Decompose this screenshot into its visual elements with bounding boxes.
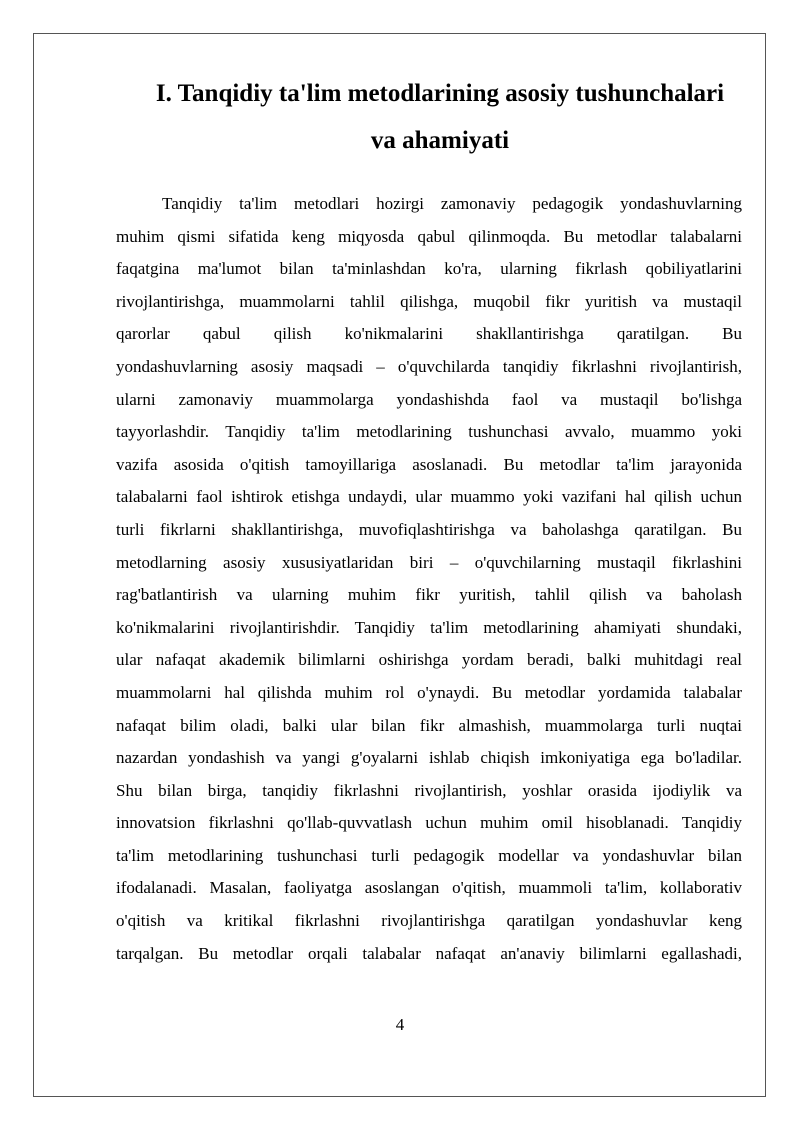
body-line: tayyorlashdir. Tanqidiy ta'lim metodlarining tushunchasi avvalo, muammo yoki [116,422,742,442]
body-line: ular nafaqat akademik bilimlarni oshirishga yordam beradi, balki muhitdagi real [116,650,742,670]
body-line: vazifa asosida o'qitish tamoyillariga asoslanadi. Bu metodlar ta'lim jarayonida [116,454,742,474]
body-line: ifodalanadi. Masalan, faoliyatga asoslangan o'qitish, muammoli ta'lim, kollaborativ [116,878,742,898]
section-heading-line-2: va ahamiyati [370,127,510,154]
body-line: ularni zamonaviy muammolarga yondashishda faol va mustaqil bo'lishga [116,389,742,409]
body-line: ko'nikmalarini rivojlantirishdir. Tanqidiy ta'lim metodlarining ahamiyati shundaki, [116,617,742,637]
body-line: turli fikrlarni shakllantirishga, muvofiqlashtirishga va baholashga qaratilgan. Bu [116,519,742,539]
body-line: innovatsion fikrlashni qo'llab-quvvatlash uchun muhim omil hisoblanadi. Tanqidiy [116,813,742,833]
body-line: nafaqat bilim oladi, balki ular bilan fikr almashish, muammolarga turli nuqtai [116,715,742,735]
body-line: metodlarning asosiy xususiyatlaridan biri – o'quvchilarning mustaqil fikrlashini [116,552,742,572]
body-line: tarqalgan. Bu metodlar orqali talabalar nafaqat an'anaviy bilimlarni egallashadi, [116,943,742,963]
body-line: ta'lim metodlarining tushunchasi turli pedagogik modellar va yondashuvlar bilan [116,845,742,865]
body-line: rag'batlantirish va ularning muhim fikr yuritish, tahlil qilish va baholash [116,585,742,605]
page-number: 4 [395,1015,405,1034]
body-line: Shu bilan birga, tanqidiy fikrlashni rivojlantirish, yoshlar orasida ijodiylik va [116,780,742,800]
section-heading-line-1: I. Tanqidiy ta'lim metodlarining asosiy tushunchalari [155,80,725,107]
body-line: muammolarni hal qilishda muhim rol o'ynaydi. Bu metodlar yordamida talabalar [116,682,742,702]
body-line: rivojlantirishga, muammolarni tahlil qilishga, muqobil fikr yuritish va mustaqil [116,291,742,311]
body-line: o'qitish va kritikal fikrlashni rivojlantirishga qaratilgan yondashuvlar keng [116,911,742,931]
body-line: nazardan yondashish va yangi g'oyalarni ishlab chiqish imkoniyatiga ega bo'ladilar. [116,748,742,768]
body-line: Tanqidiy ta'lim metodlari hozirgi zamonaviy pedagogik yondashuvlarning [162,194,742,213]
body-line: qarorlar qabul qilish ko'nikmalarini shakllantirishga qaratilgan. Bu [116,324,742,344]
body-line: faqatgina ma'lumot bilan ta'minlashdan ko'ra, ularning fikrlash qobiliyatlarini [116,259,742,279]
body-paragraph [116,188,742,970]
body-line: yondashuvlarning asosiy maqsadi – o'quvchilarda tanqidiy fikrlashni rivojlantirish, [116,356,742,376]
body-line: muhim qismi sifatida keng miqyosda qabul qilinmoqda. Bu metodlar talabalarni [116,226,742,246]
body-line: talabalarni faol ishtirok etishga undaydi, ular muammo yoki vazifani hal qilish uchun [116,487,742,507]
